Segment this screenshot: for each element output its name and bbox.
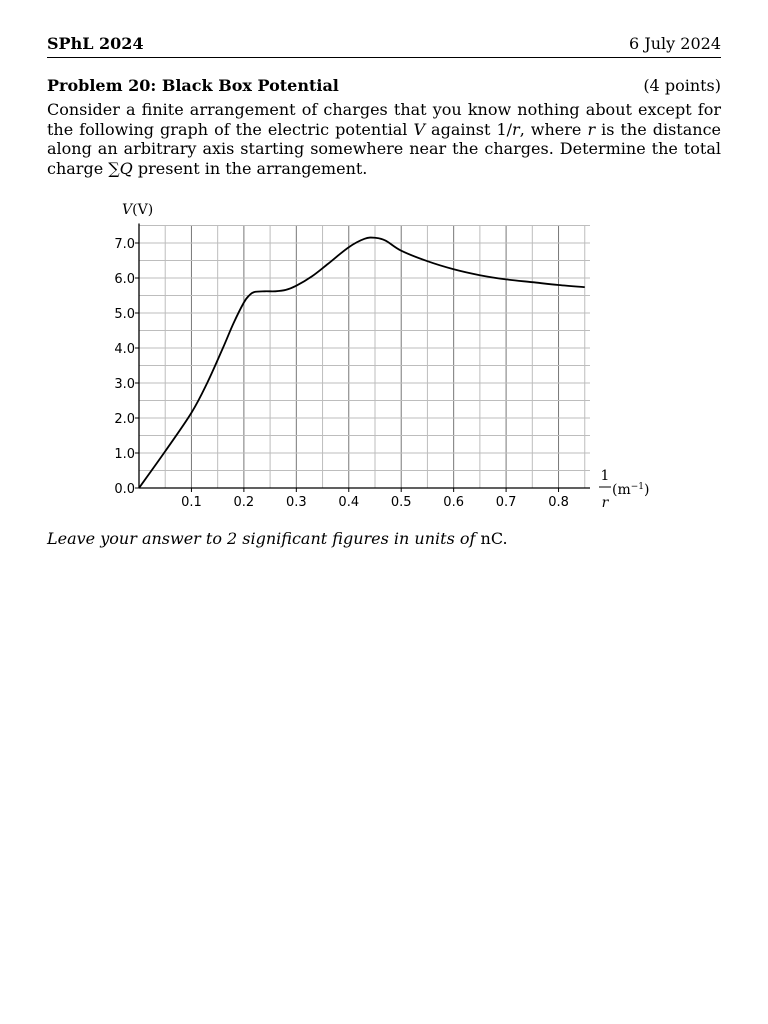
chart-series xyxy=(139,238,585,488)
statement-part: against 1/ xyxy=(425,119,513,139)
x-tick-label: 0.3 xyxy=(285,495,307,510)
statement-part: is the distance along an arbitrary axis starting somewhere near the charges. Determine the total charge xyxy=(47,119,722,178)
y-axis-unit: (V) xyxy=(132,202,154,218)
x-tick-label: 0.1 xyxy=(181,495,202,510)
y-tick-label: 4.0 xyxy=(114,342,135,357)
problem-heading xyxy=(47,76,721,95)
x-axis-unit-open: (m xyxy=(612,482,631,498)
var-sum-q: ∑Q xyxy=(108,158,133,178)
x-axis-unit-exponent: −1 xyxy=(630,482,645,492)
header-left: SPhL 2024 xyxy=(47,34,144,53)
var-r: r xyxy=(512,119,520,139)
y-axis-label xyxy=(122,202,153,218)
x-axis-unit-close: ) xyxy=(644,482,650,498)
y-tick-label: 3.0 xyxy=(114,377,135,392)
x-axis-numerator: 1 xyxy=(600,468,610,484)
x-tick-label: 0.7 xyxy=(495,495,517,510)
var-r: r xyxy=(587,119,596,139)
answer-instruction: Leave your answer to 2 significant figures in units of xyxy=(47,529,476,548)
y-axis-var: V xyxy=(122,202,133,218)
statement-part: , where xyxy=(519,119,588,139)
y-tick-label: 1.0 xyxy=(114,447,135,462)
x-tick-label: 0.2 xyxy=(233,495,255,510)
x-tick-label: 0.6 xyxy=(443,495,464,510)
answer-unit: nC. xyxy=(480,529,508,548)
answer-note xyxy=(47,529,721,548)
var-v: V xyxy=(413,119,425,139)
y-tick-label: 0.0 xyxy=(114,482,135,497)
x-axis-unit xyxy=(612,482,650,498)
x-tick-label: 0.5 xyxy=(390,495,412,510)
y-tick-label: 2.0 xyxy=(114,412,135,427)
header-rule xyxy=(47,57,721,58)
x-tick-label: 0.4 xyxy=(338,495,360,510)
y-tick-label: 7.0 xyxy=(114,237,135,252)
x-tick-label: 0.8 xyxy=(548,495,569,510)
x-axis-denominator: r xyxy=(601,495,609,511)
y-tick-label: 5.0 xyxy=(114,307,135,322)
statement-part: present in the arrangement. xyxy=(132,158,368,178)
problem-statement xyxy=(47,100,721,178)
header-date: 6 July 2024 xyxy=(629,34,721,53)
potential-chart xyxy=(0,195,768,525)
problem-title: Problem 20: Black Box Potential xyxy=(47,76,339,95)
chart-axes xyxy=(139,224,590,489)
page-header xyxy=(47,34,721,53)
chart-grid xyxy=(139,226,590,489)
potential-curve xyxy=(139,238,585,488)
y-tick-label: 6.0 xyxy=(114,272,135,287)
problem-points: (4 points) xyxy=(643,76,721,95)
chart-axis-labels xyxy=(122,202,650,511)
statement-part: Consider a finite arrangement of charges that you know nothing about except for the following graph of the electric potential xyxy=(47,100,721,139)
